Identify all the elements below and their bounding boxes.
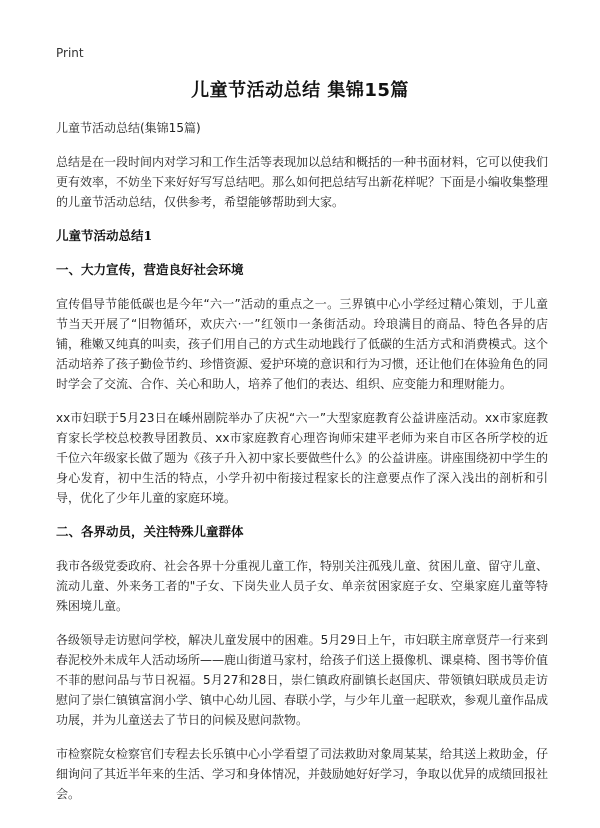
section-1-paragraph-1: 宣传倡导节能低碳也是今年“六一”活动的重点之一。三界镇中心小学经过精心策划，于儿童节当天开展了“旧物循环，欢庆六·一”红领巾一条街活动。玲琅满目的商品、特色各异的店铺，稚嫩又纯真的叫卖，孩子们用自己的方式生动地践行了低碳的生活方式和消费模式。这个活动培养了孩子勤俭节约、珍惜资源、爱护环境的意识和行为习惯，还让他们在体验角色的同时学会了交流、合作、关心和助人，培养了他们的表达、组织、应变能力和理财能力。 xyxy=(56,297,549,391)
section-1-heading: 一、大力宣传，营造良好社会环境 xyxy=(56,262,244,277)
section-2-heading: 二、各界动员，关注特殊儿童群体 xyxy=(56,524,244,539)
print-link[interactable]: Print xyxy=(56,46,84,60)
section-2-paragraph-2: 各级领导走访慰问学校，解决儿童发展中的困难。5月29日上午，市妇联主席章贤芹一行来到春泥校外未成年人活动场所——鹿山街道马家村，给孩子们送上摄像机、课桌椅、图书等价值不菲的慰问品与节日祝福。5月27和28日，崇仁镇政府副镇长赵国庆、带领镇妇联成员走访慰问了崇仁镇镇富润小学、镇中心幼儿园、春联小学，与少年儿童一起联欢，参观儿童作品成功展，并为儿童送去了节日的问候及慰问款物。 xyxy=(56,633,549,727)
document-body xyxy=(56,118,548,818)
document-title: 儿童节活动总结 集锦15篇 xyxy=(191,80,409,101)
section-2-paragraph-3: 市检察院女检察官们专程去长乐镇中心小学看望了司法救助对象周某某，给其送上救助金，仔细询问了其近半年来的生活、学习和身体情况，并鼓励她好好学习，争取以优异的成绩回报社会。 xyxy=(56,747,549,801)
section-1-paragraph-2: xx市妇联于5月23日在嵊州剧院举办了庆祝“六一”大型家庭教育公益讲座活动。xx市家庭教育家长学校总校教导团教员、xx市家庭教育心理咨询师宋建平老师为来自市区各所学校的近千位六年级家长做了题为《孩子升入初中家长要做些什么》的公益讲座。讲座围绕初中学生的身心发育，初中生活的特点，小学升初中衔接过程家长的注意要点作了深入浅出的剖析和引导，优化了少年儿童的家庭环境。 xyxy=(56,411,549,505)
article-heading: 儿童节活动总结1 xyxy=(56,228,153,243)
document-subtitle: 儿童节活动总结(集锦15篇) xyxy=(56,121,201,135)
section-2-paragraph-1: 我市各级党委政府、社会各界十分重视儿童工作，特别关注孤残儿童、贫困儿童、留守儿童、流动儿童、外来务工者的"子女、下岗失业人员子女、单亲贫困家庭子女、空巢家庭儿童等特殊困境儿童。 xyxy=(56,559,549,613)
intro-paragraph: 总结是在一段时间内对学习和工作生活等表现加以总结和概括的一种书面材料，它可以使我们更有效率，不妨坐下来好好写写总结吧。那么如何把总结写出新花样呢？下面是小编收集整理的儿童节活动总结，仅供参考，希望能够帮助到大家。 xyxy=(56,155,549,209)
